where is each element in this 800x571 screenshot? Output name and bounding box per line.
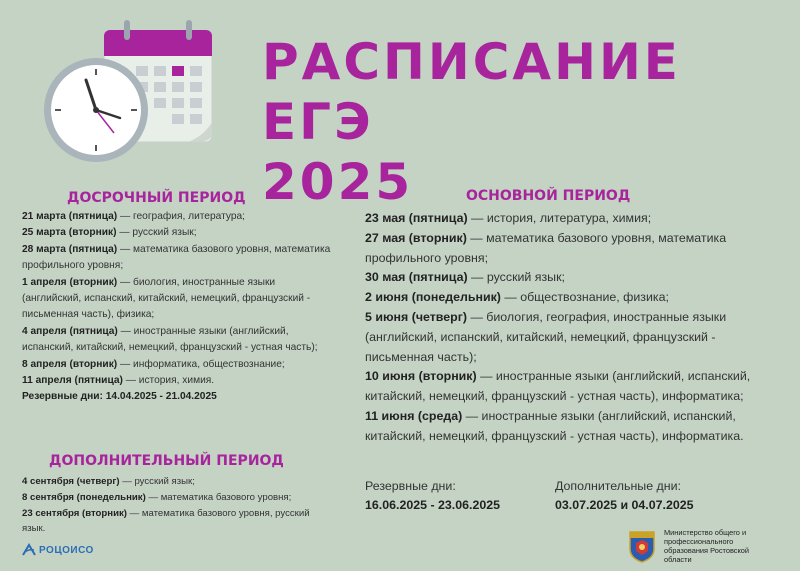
main-period-list: [365, 209, 785, 447]
additional-period-list: [22, 474, 334, 537]
list-item: 23 мая (пятница) — история, литература, химия;: [365, 211, 652, 225]
main-period-title: ОСНОВНОЙ ПЕРИОД: [466, 188, 631, 204]
list-item: 8 апреля (вторник) — информатика, обществознание;: [22, 358, 285, 370]
main-extra-value: 03.07.2025 и 04.07.2025: [555, 498, 694, 512]
calendar-clock-illustration: [28, 18, 228, 168]
list-item: 11 июня (среда) — иностранные языки (английский, испанский, китайский, немецкий, французский - устная часть), информатика.: [365, 408, 744, 443]
additional-period-title: ДОПОЛНИТЕЛЬНЫЙ ПЕРИОД: [49, 453, 284, 469]
list-item: 23 сентября (вторник) — математика базового уровня, русский язык.: [22, 507, 310, 535]
list-item: 4 сентября (четверг) — русский язык;: [22, 476, 195, 487]
early-period-title: ДОСРОЧНЫЙ ПЕРИОД: [67, 190, 246, 206]
coat-of-arms-icon: [628, 529, 656, 563]
list-item: 1 апреля (вторник) — биология, иностранные языки (английский, испанский, китайский, немецкий, французский - письменная часть), физика;: [22, 276, 311, 321]
list-item: 11 апреля (пятница) — история, химия.: [22, 375, 215, 387]
main-reserve-value: 16.06.2025 - 23.06.2025: [365, 498, 501, 512]
early-period-list: [22, 209, 334, 406]
rocoiso-logo: [22, 543, 94, 557]
rocoiso-logo-text: РОЦОИСО: [39, 544, 94, 556]
list-item: 27 мая (вторник) — математика базового уровня, математика профильного уровня;: [365, 230, 727, 265]
list-item: 28 марта (пятница) — математика базового уровня, математика профильного уровня;: [22, 243, 331, 272]
ministry-logo-text: Министерство общего и профессионального образования Ростовской области: [664, 528, 750, 564]
rocoiso-logo-icon: [22, 543, 36, 557]
page-title: [262, 32, 800, 212]
main-reserve-days: [365, 477, 500, 515]
list-item: 25 марта (вторник) — русский язык;: [22, 227, 197, 239]
list-item: 21 марта (пятница) — география, литература;: [22, 211, 246, 222]
list-item: 8 сентября (понедельник) — математика базового уровня;: [22, 491, 292, 503]
list-item: 5 июня (четверг) — биология, география, иностранные языки (английский, испанский, китайский, немецкий, французский - письменная часть);: [365, 309, 727, 364]
main-extra-days: [555, 477, 694, 515]
title-line-1: РАСПИСАНИЕ ЕГЭ: [262, 33, 681, 151]
list-item: 10 июня (вторник) — иностранные языки (английский, испанский, китайский, немецкий, французский - устная часть), информатика;: [365, 369, 751, 404]
list-item: 2 июня (понедельник) — обществознание, физика;: [365, 290, 669, 305]
main-extra-label: Дополнительные дни:: [555, 479, 681, 493]
early-reserve-days: Резервные дни: 14.04.2025 - 21.04.2025: [22, 391, 217, 403]
ministry-logo: [628, 528, 776, 564]
title-line-2: 2025: [262, 153, 414, 211]
list-item: 30 мая (пятница) — русский язык;: [365, 270, 565, 285]
main-reserve-label: Резервные дни:: [365, 479, 456, 493]
list-item: 4 апреля (пятница) — иностранные языки (английский, испанский, китайский, немецкий, французский - устная часть);: [22, 325, 318, 354]
clock-icon: [44, 58, 148, 162]
